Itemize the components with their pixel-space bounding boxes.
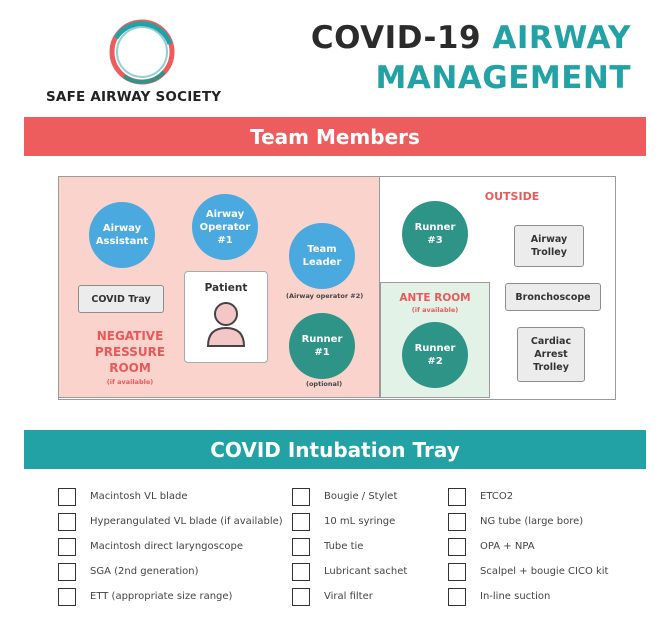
airway-trolley-box: Airway Trolley <box>514 225 584 267</box>
safe-airway-society-logo-icon <box>104 14 180 90</box>
outside-label: OUTSIDE <box>484 190 540 203</box>
title-line-2: MANAGEMENT <box>375 60 631 96</box>
negative-pressure-room-label: NEGATIVE PRESSURE ROOM <box>94 329 166 375</box>
checkbox[interactable] <box>448 538 466 556</box>
checkbox[interactable] <box>448 563 466 581</box>
patient-person-icon <box>204 300 248 350</box>
org-name: SAFE AIRWAY SOCIETY <box>46 89 222 105</box>
checkbox[interactable] <box>292 563 310 581</box>
checkbox[interactable] <box>292 538 310 556</box>
checklist-item[interactable]: Bougie / Stylet <box>292 484 407 509</box>
checklist-item[interactable]: Scalpel + bougie CICO kit <box>448 559 608 584</box>
checklist-item[interactable]: NG tube (large bore) <box>448 509 608 534</box>
runner-3-circle: Runner #3 <box>402 201 468 267</box>
bronchoscope-box: Bronchoscope <box>505 283 601 311</box>
checkbox[interactable] <box>448 513 466 531</box>
checklist-item[interactable]: Hyperangulated VL blade (if available) <box>58 509 283 534</box>
patient-label: Patient <box>204 282 248 294</box>
cardiac-arrest-trolley-box: Cardiac Arrest Trolley <box>517 327 585 382</box>
checklist-column-3 <box>448 484 608 609</box>
airway-assistant-circle: Airway Assistant <box>89 202 155 268</box>
checkbox[interactable] <box>448 588 466 606</box>
checklist-item[interactable]: Viral filter <box>292 584 407 609</box>
checklist-column-1 <box>58 484 283 609</box>
checkbox[interactable] <box>448 488 466 506</box>
checkbox[interactable] <box>292 488 310 506</box>
patient-card <box>184 271 268 363</box>
checklist-item[interactable]: ETT (appropriate size range) <box>58 584 283 609</box>
title-airway: AIRWAY <box>492 20 631 56</box>
team-leader-circle: Team Leader <box>289 223 355 289</box>
ante-room-label: ANTE ROOM <box>399 292 471 304</box>
checklist-item[interactable]: Tube tie <box>292 534 407 559</box>
runner-1-circle: Runner #1 <box>289 313 355 379</box>
covid-intubation-tray-banner: COVID Intubation Tray <box>24 430 646 469</box>
covid-tray-box: COVID Tray <box>78 285 164 313</box>
checklist-item[interactable]: Macintosh VL blade <box>58 484 283 509</box>
checkbox[interactable] <box>58 488 76 506</box>
airway-operator-circle: Airway Operator #1 <box>192 194 258 260</box>
runner-1-note: (optional) <box>306 380 343 388</box>
checklist-column-2 <box>292 484 407 609</box>
checkbox[interactable] <box>58 588 76 606</box>
checkbox[interactable] <box>58 538 76 556</box>
checklist-item[interactable]: OPA + NPA <box>448 534 608 559</box>
checkbox[interactable] <box>292 513 310 531</box>
team-leader-note: (Airway operator #2) <box>286 292 364 300</box>
checklist-item[interactable]: In-line suction <box>448 584 608 609</box>
checklist-item[interactable]: SGA (2nd generation) <box>58 559 283 584</box>
checkbox[interactable] <box>58 563 76 581</box>
title-covid: COVID-19 <box>310 20 482 56</box>
ante-room-note: (if available) <box>411 306 459 314</box>
checklist-item[interactable]: ETCO2 <box>448 484 608 509</box>
runner-2-circle: Runner #2 <box>402 322 468 388</box>
team-members-banner: Team Members <box>24 117 646 156</box>
negative-room-note: (if available) <box>106 378 154 386</box>
checklist-item[interactable]: Lubricant sachet <box>292 559 407 584</box>
title-line-1 <box>311 20 631 56</box>
checkbox[interactable] <box>58 513 76 531</box>
checkbox[interactable] <box>292 588 310 606</box>
checklist-item[interactable]: Macintosh direct laryngoscope <box>58 534 283 559</box>
checklist-item[interactable]: 10 mL syringe <box>292 509 407 534</box>
